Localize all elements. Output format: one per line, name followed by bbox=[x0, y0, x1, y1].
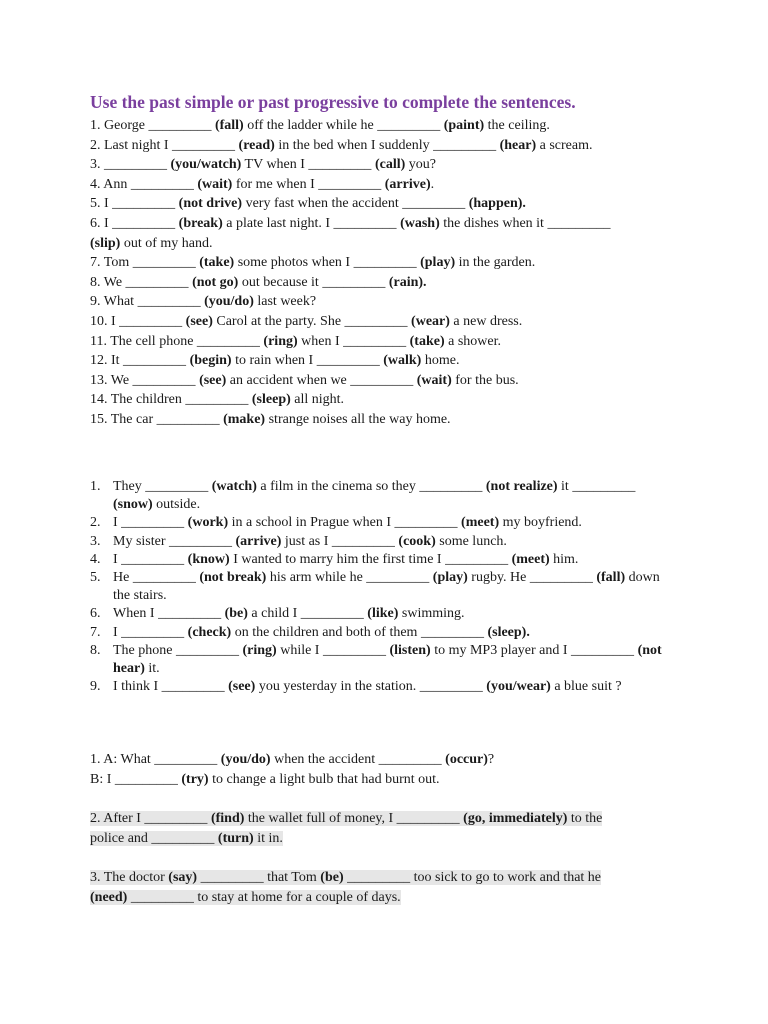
item-number: 7. bbox=[90, 624, 101, 640]
sentence-text: very fast when the accident _________ bbox=[242, 196, 469, 212]
verb-hint: (listen) bbox=[389, 642, 431, 658]
sentence-text: in the bed when I suddenly _________ bbox=[274, 137, 500, 153]
sentence-text: Carol at the party. She _________ bbox=[212, 313, 412, 329]
numbered-item bbox=[90, 514, 663, 532]
sentence-text: 14. The children _________ bbox=[90, 392, 252, 408]
verb-hint: (walk) bbox=[383, 353, 422, 369]
exercise-line bbox=[90, 351, 610, 371]
exercise-line bbox=[90, 214, 610, 234]
exercise-line bbox=[90, 750, 650, 770]
sentence-text: . bbox=[430, 176, 435, 192]
item-number: 3. bbox=[90, 533, 101, 549]
verb-hint: (arrive) bbox=[384, 176, 431, 192]
verb-hint: (be) bbox=[320, 870, 344, 885]
verb-hint: (play) bbox=[420, 255, 456, 271]
verb-hint: (say) bbox=[168, 870, 198, 885]
sentence-text: to my MP3 player and I _________ bbox=[430, 642, 638, 658]
verb-hint: (see) bbox=[199, 372, 227, 388]
sentence-text: a new dress. bbox=[449, 313, 523, 329]
worksheet-title: Use the past simple or past progressive to complete the sentences. bbox=[90, 92, 576, 112]
verb-hint: (work) bbox=[187, 515, 229, 531]
exercise-block bbox=[90, 809, 650, 848]
sentence-text: 5. I _________ bbox=[90, 196, 179, 212]
sentence-text: off the ladder while he _________ bbox=[243, 118, 444, 133]
sentence-text: police and _________ bbox=[90, 830, 218, 846]
verb-hint: (fall) bbox=[596, 570, 626, 586]
sentence-text: The phone _________ bbox=[113, 642, 243, 658]
verb-hint: (you/do) bbox=[220, 752, 271, 767]
exercise-line bbox=[90, 809, 650, 829]
numbered-item bbox=[90, 642, 663, 678]
sentence-text: it. bbox=[144, 661, 160, 677]
exercise-line bbox=[90, 770, 650, 790]
exercise-line bbox=[90, 175, 610, 195]
exercise-line bbox=[90, 234, 610, 254]
numbered-item bbox=[90, 678, 663, 696]
sentence-text: 7. Tom _________ bbox=[90, 255, 200, 271]
verb-hint: (call) bbox=[374, 157, 406, 173]
sentence-text: They _________ bbox=[113, 479, 212, 494]
exercise-block bbox=[90, 750, 650, 789]
verb-hint: (make) bbox=[223, 411, 266, 427]
sentence-text: I _________ bbox=[113, 515, 188, 531]
verb-hint: (you/do) bbox=[204, 294, 254, 310]
item-text bbox=[113, 533, 663, 551]
verb-hint: (fall) bbox=[214, 118, 244, 133]
verb-hint: (wash) bbox=[400, 215, 440, 231]
sentence-text: a scream. bbox=[536, 137, 593, 153]
verb-hint: (happen). bbox=[468, 196, 526, 212]
sentence-text: the dishes when it _________ bbox=[439, 215, 611, 231]
sentence-text: 3. The doctor bbox=[90, 870, 169, 885]
sentence-text: to rain when I _________ bbox=[231, 353, 384, 369]
sentence-text: down the stairs. bbox=[113, 570, 660, 604]
item-text bbox=[113, 478, 663, 514]
numbered-item bbox=[90, 478, 663, 514]
sentence-text: swimming. bbox=[398, 606, 465, 622]
verb-hint: (rain). bbox=[388, 274, 427, 290]
verb-hint: (paint) bbox=[443, 118, 485, 133]
sentence-text: My sister _________ bbox=[113, 533, 236, 549]
verb-hint: (break) bbox=[178, 215, 223, 231]
verb-hint: (watch) bbox=[211, 479, 257, 494]
sentence-text: strange noises all the way home. bbox=[265, 411, 451, 427]
item-number: 6. bbox=[90, 606, 101, 622]
sentence-text: a child I _________ bbox=[247, 606, 368, 622]
item-number: 2. bbox=[90, 515, 101, 531]
verb-hint: (meet) bbox=[511, 551, 550, 567]
verb-hint: (take) bbox=[409, 333, 445, 349]
sentence-text: 1. George _________ bbox=[90, 118, 215, 133]
sentence-text: 10. I _________ bbox=[90, 313, 186, 329]
exercise-line bbox=[90, 194, 610, 214]
sentence-text: 8. We _________ bbox=[90, 274, 193, 290]
verb-hint: (slip) bbox=[90, 235, 121, 251]
verb-hint: (meet) bbox=[461, 515, 500, 531]
sentence-text: TV when I _________ bbox=[241, 157, 375, 173]
exercise-line bbox=[90, 868, 650, 888]
sentence-text: him. bbox=[549, 551, 579, 567]
exercise-line bbox=[90, 273, 610, 293]
verb-hint: (like) bbox=[367, 606, 399, 622]
verb-hint: (not hear) bbox=[113, 642, 662, 677]
exercise-line bbox=[90, 155, 610, 175]
numbered-item bbox=[90, 624, 663, 642]
verb-hint: (you/watch) bbox=[170, 157, 242, 173]
sentence-text: I _________ bbox=[113, 551, 188, 567]
sentence-text: in a school in Prague when I _________ bbox=[228, 515, 462, 531]
verb-hint: (ring) bbox=[263, 333, 298, 349]
sentence-text: I wanted to marry him the first time I _________ bbox=[229, 551, 512, 567]
sentence-text: 13. We _________ bbox=[90, 372, 200, 388]
sentence-text: He _________ bbox=[113, 570, 200, 586]
verb-hint: (arrive) bbox=[235, 533, 282, 549]
verb-hint: (not drive) bbox=[178, 196, 243, 212]
sentence-text: 9. What _________ bbox=[90, 294, 205, 310]
exercise-section-1 bbox=[90, 116, 610, 430]
sentence-text: a plate last night. I _________ bbox=[222, 215, 401, 231]
sentence-text: you yesterday in the station. _________ bbox=[255, 679, 487, 695]
sentence-text: it in. bbox=[253, 830, 283, 846]
verb-hint: (sleep) bbox=[251, 392, 291, 408]
exercise-line bbox=[90, 390, 610, 410]
sentence-text: last week? bbox=[253, 294, 317, 310]
sentence-text: home. bbox=[421, 353, 460, 369]
verb-hint: (see) bbox=[185, 313, 213, 329]
sentence-text: out because it _________ bbox=[238, 274, 389, 290]
exercise-line bbox=[90, 410, 610, 430]
sentence-text: when the accident _________ bbox=[270, 752, 446, 767]
exercise-line bbox=[90, 292, 610, 312]
item-number: 1. bbox=[90, 479, 101, 494]
verb-hint: (check) bbox=[187, 624, 232, 640]
item-number: 5. bbox=[90, 570, 101, 586]
sentence-text: for the bus. bbox=[451, 372, 519, 388]
exercise-line bbox=[90, 371, 610, 391]
verb-hint: (read) bbox=[238, 137, 275, 153]
verb-hint: (find) bbox=[210, 811, 245, 826]
verb-hint: (see) bbox=[228, 679, 256, 695]
item-text bbox=[113, 569, 663, 605]
sentence-text: I think I _________ bbox=[113, 679, 229, 695]
verb-hint: (occur) bbox=[445, 752, 488, 767]
numbered-item bbox=[90, 605, 663, 623]
sentence-text: all night. bbox=[290, 392, 345, 408]
verb-hint: (not go) bbox=[192, 274, 239, 290]
verb-hint: (take) bbox=[199, 255, 235, 271]
sentence-text: outside. bbox=[152, 497, 201, 513]
sentence-text: When I _________ bbox=[113, 606, 225, 622]
sentence-text: a blue suit ? bbox=[550, 679, 622, 695]
item-text bbox=[113, 642, 663, 678]
sentence-text: his arm while he _________ bbox=[266, 570, 433, 586]
verb-hint: (play) bbox=[432, 570, 468, 586]
verb-hint: (cook) bbox=[398, 533, 436, 549]
sentence-text: on the children and both of them _________ bbox=[231, 624, 488, 640]
verb-hint: (try) bbox=[181, 771, 209, 787]
sentence-text: to change a light bulb that had burnt out. bbox=[208, 771, 440, 787]
verb-hint: (not break) bbox=[199, 570, 267, 586]
sentence-text: 2. After I _________ bbox=[90, 811, 211, 826]
sentence-text: for me when I _________ bbox=[232, 176, 385, 192]
numbered-item bbox=[90, 551, 663, 569]
verb-hint: (not realize) bbox=[485, 479, 558, 494]
exercise-line bbox=[90, 829, 650, 849]
sentence-text: B: I _________ bbox=[90, 771, 182, 787]
exercise-block bbox=[90, 868, 650, 907]
item-number: 8. bbox=[90, 642, 101, 658]
verb-hint: (hear) bbox=[499, 137, 537, 153]
item-text bbox=[113, 605, 663, 623]
item-text bbox=[113, 678, 663, 696]
sentence-text: _________ to stay at home for a couple of days. bbox=[127, 889, 401, 905]
numbered-item bbox=[90, 569, 663, 605]
exercise-line bbox=[90, 312, 610, 332]
sentence-text: 6. I _________ bbox=[90, 215, 179, 231]
sentence-text: my boyfriend. bbox=[499, 515, 582, 531]
sentence-text: 1. A: What _________ bbox=[90, 752, 221, 767]
numbered-item bbox=[90, 533, 663, 551]
sentence-text: a film in the cinema so they _________ bbox=[256, 479, 486, 494]
sentence-text: _________ that Tom bbox=[197, 870, 321, 885]
sentence-text: 3. _________ bbox=[90, 157, 171, 173]
sentence-text: in the garden. bbox=[455, 255, 536, 271]
sentence-text: the wallet full of money, I _________ bbox=[244, 811, 464, 826]
verb-hint: (wait) bbox=[197, 176, 233, 192]
sentence-text: a shower. bbox=[444, 333, 502, 349]
verb-hint: (turn) bbox=[217, 830, 254, 846]
item-number: 4. bbox=[90, 551, 101, 567]
sentence-text: an accident when we _________ bbox=[226, 372, 417, 388]
verb-hint: (snow) bbox=[113, 497, 153, 513]
verb-hint: (sleep). bbox=[487, 624, 530, 640]
sentence-text: rugby. He _________ bbox=[467, 570, 597, 586]
sentence-text: 2. Last night I _________ bbox=[90, 137, 239, 153]
verb-hint: (ring) bbox=[242, 642, 277, 658]
verb-hint: (be) bbox=[224, 606, 248, 622]
item-text bbox=[113, 514, 663, 532]
exercise-line bbox=[90, 888, 650, 908]
verb-hint: (wait) bbox=[416, 372, 452, 388]
sentence-text: to the bbox=[567, 811, 603, 826]
item-number: 9. bbox=[90, 679, 101, 695]
sentence-text: when I _________ bbox=[297, 333, 410, 349]
verb-hint: (go, immediately) bbox=[463, 811, 568, 826]
sentence-text: some photos when I _________ bbox=[234, 255, 421, 271]
sentence-text: 15. The car _________ bbox=[90, 411, 224, 427]
sentence-text: _________ too sick to go to work and that he bbox=[343, 870, 602, 885]
sentence-text: 12. It _________ bbox=[90, 353, 190, 369]
sentence-text: while I _________ bbox=[276, 642, 390, 658]
verb-hint: (know) bbox=[187, 551, 230, 567]
exercise-line bbox=[90, 116, 610, 136]
verb-hint: (you/wear) bbox=[486, 679, 551, 695]
sentence-text: I _________ bbox=[113, 624, 188, 640]
exercise-line bbox=[90, 253, 610, 273]
item-text bbox=[113, 624, 663, 642]
sentence-text: you? bbox=[405, 157, 436, 173]
exercise-line bbox=[90, 332, 610, 352]
exercise-line bbox=[90, 136, 610, 156]
exercise-section-2 bbox=[90, 478, 663, 696]
item-text bbox=[113, 551, 663, 569]
sentence-text: 11. The cell phone _________ bbox=[90, 333, 264, 349]
verb-hint: (wear) bbox=[411, 313, 450, 329]
sentence-text: the ceiling. bbox=[484, 118, 550, 133]
sentence-text: it _________ bbox=[557, 479, 636, 494]
sentence-text: ? bbox=[487, 752, 495, 767]
verb-hint: (begin) bbox=[189, 353, 232, 369]
sentence-text: 4. Ann _________ bbox=[90, 176, 198, 192]
verb-hint: (need) bbox=[90, 889, 128, 905]
sentence-text: just as I _________ bbox=[281, 533, 399, 549]
sentence-text: out of my hand. bbox=[120, 235, 213, 251]
sentence-text: some lunch. bbox=[435, 533, 507, 549]
